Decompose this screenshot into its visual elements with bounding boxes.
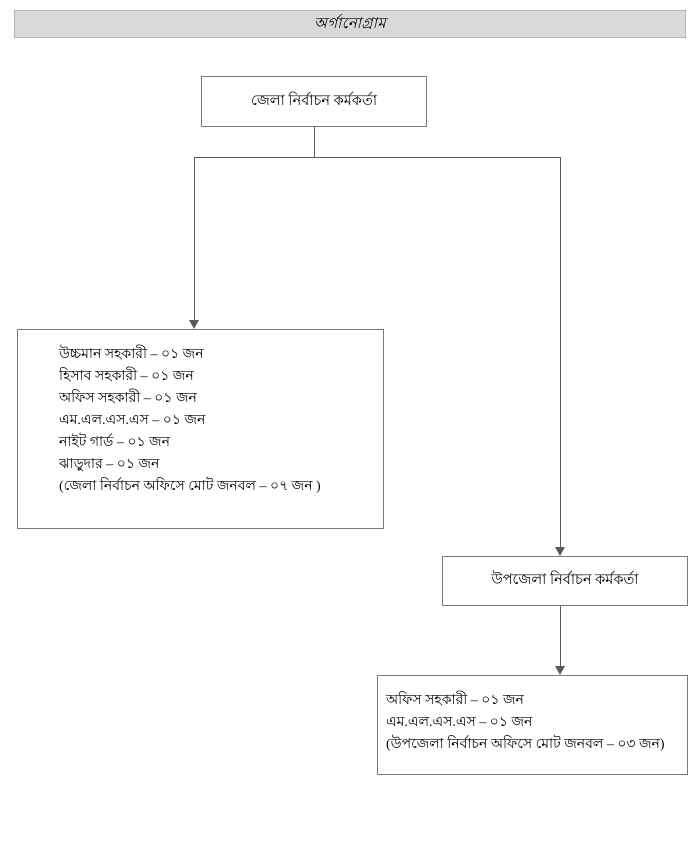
staff-total-line: (জেলা নির্বাচন অফিসে মোট জনবল – ০৭ জন ) — [59, 479, 321, 494]
node-district-election-officer — [201, 76, 427, 127]
connector-right-arrow-icon — [555, 547, 565, 556]
staff-line: অফিস সহকারী – ০১ জন — [386, 693, 524, 708]
staff-line: এম.এল.এস.এস – ০১ জন — [386, 715, 533, 730]
page-title-bar — [14, 10, 686, 38]
staff-line: নাইট গার্ড – ০১ জন — [59, 435, 170, 450]
connector-right-branch — [560, 157, 561, 547]
node-upazila-election-officer-label: উপজেলা নির্বাচন কর্মকর্তা — [491, 572, 639, 588]
staff-line: এম.এল.এস.এস – ০১ জন — [59, 413, 206, 428]
staff-line: ঝাড়ুদার – ০১ জন — [59, 457, 160, 472]
staff-total-line: (উপজেলা নির্বাচন অফিসে মোট জনবল – ০৩ জন) — [386, 737, 665, 752]
node-upazila-office-staff — [377, 675, 688, 775]
connector-left-branch — [194, 157, 195, 320]
staff-line: উচ্চমান সহকারী – ০১ জন — [59, 347, 204, 362]
connector-trunk-horizontal — [194, 157, 560, 158]
node-upazila-election-officer — [442, 556, 688, 606]
connector-left-arrow-icon — [189, 320, 199, 329]
connector-upazila-arrow-icon — [555, 666, 565, 675]
connector-upazila-vertical — [560, 606, 561, 666]
page-title: অর্গানোগ্রাম — [314, 15, 386, 32]
node-district-office-staff — [17, 329, 384, 529]
node-district-election-officer-label: জেলা নির্বাচন কর্মকর্তা — [250, 92, 378, 109]
staff-line: হিসাব সহকারী – ০১ জন — [59, 369, 194, 384]
staff-line: অফিস সহকারী – ০১ জন — [59, 391, 197, 406]
connector-trunk-vertical — [314, 127, 315, 157]
